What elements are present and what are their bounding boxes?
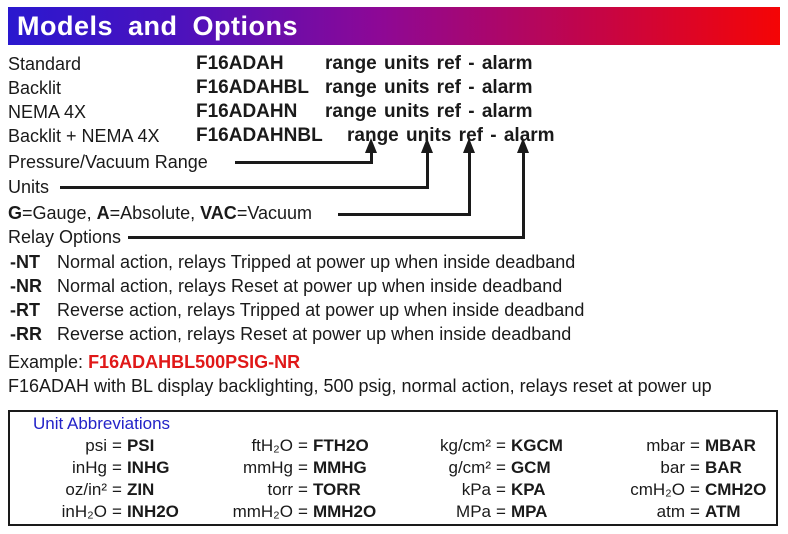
model-number: F16ADAHN: [196, 101, 298, 122]
up-arrow-icon: [365, 138, 377, 153]
unit-abbreviations-title: Unit Abbreviations: [33, 414, 171, 433]
unit-abbr: KPA: [510, 480, 546, 499]
relay-option-desc: Reverse action, relays Reset at power up when inside deadband: [57, 324, 572, 344]
unit-name: g/cm²: [448, 458, 491, 477]
unit-abbreviation-entry: [195, 458, 367, 478]
page-title: Models and Options: [17, 10, 299, 41]
model-suffix: range units ref - alarm: [325, 101, 533, 122]
section-header-bar: [8, 7, 780, 45]
unit-name: torr: [267, 480, 293, 499]
unit-abbreviation-entry: [605, 480, 766, 500]
unit-abbr: INHG: [126, 458, 170, 477]
relay-option-desc: Reverse action, relays Tripped at power up when inside deadband: [57, 300, 585, 320]
unit-abbreviation-entry: [605, 436, 756, 456]
units-callout-line: [60, 186, 429, 189]
model-number: F16ADAH: [196, 53, 284, 74]
equals-sign: =: [690, 480, 700, 499]
ref-callout-line: [468, 151, 471, 216]
unit-name: inHg: [72, 458, 107, 477]
unit-abbreviation-entry: [605, 458, 742, 478]
unit-abbreviation-entry: [195, 480, 361, 500]
unit-name: mmHg: [242, 458, 293, 477]
relay-callout-line: [128, 236, 525, 239]
unit-abbr: TORR: [312, 480, 361, 499]
unit-name: cmH₂O: [630, 480, 685, 499]
relay-callout-line: [522, 151, 525, 239]
relay-option-code: -NR: [10, 276, 42, 296]
ref-absolute-code: A: [96, 203, 110, 223]
model-suffix: range units ref - alarm: [347, 125, 555, 146]
unit-abbr: MMH2O: [312, 502, 377, 521]
model-row-label: Backlit: [8, 78, 62, 98]
unit-abbr: PSI: [126, 436, 155, 455]
ref-vacuum-text: =Vacuum: [236, 203, 313, 223]
unit-abbr: CMH2O: [704, 480, 767, 499]
unit-name: psi: [85, 436, 107, 455]
ref-callout-label: [8, 202, 312, 224]
units-callout-label: Units: [8, 177, 50, 197]
unit-abbr: MBAR: [704, 436, 756, 455]
unit-abbreviations-box: [8, 410, 778, 526]
equals-sign: =: [298, 436, 308, 455]
ref-absolute-text: =Absolute,: [109, 203, 201, 223]
unit-name: atm: [656, 502, 685, 521]
unit-abbr: INH2O: [126, 502, 179, 521]
unit-name: kg/cm²: [440, 436, 491, 455]
equals-sign: =: [298, 480, 308, 499]
unit-abbreviation-entry: [395, 458, 551, 478]
equals-sign: =: [112, 480, 122, 499]
ref-gauge-code: G: [8, 203, 23, 223]
unit-name: oz/in²: [65, 480, 107, 499]
model-suffix: range units ref - alarm: [325, 53, 533, 74]
example-line: [8, 351, 300, 373]
relay-option-desc: Normal action, relays Reset at power up when inside deadband: [57, 276, 563, 296]
unit-abbreviation-entry: [605, 502, 741, 522]
equals-sign: =: [496, 502, 506, 521]
equals-sign: =: [298, 458, 308, 477]
range-callout-line: [235, 161, 373, 164]
unit-name: mmH₂O: [232, 502, 293, 521]
equals-sign: =: [112, 502, 122, 521]
example-prefix: Example:: [8, 352, 84, 372]
unit-abbr: MMHG: [312, 458, 367, 477]
ref-vacuum-code: VAC: [200, 203, 237, 223]
unit-name: mbar: [646, 436, 685, 455]
unit-abbreviation-entry: [25, 480, 154, 500]
model-row-label: Backlit + NEMA 4X: [8, 126, 160, 146]
relay-option-code: -RR: [10, 324, 42, 344]
unit-abbreviation-entry: [25, 436, 154, 456]
equals-sign: =: [298, 502, 308, 521]
unit-abbr: ZIN: [126, 480, 155, 499]
relay-option-code: -RT: [10, 300, 40, 320]
unit-abbreviation-entry: [395, 436, 563, 456]
equals-sign: =: [496, 480, 506, 499]
up-arrow-icon: [517, 138, 529, 153]
equals-sign: =: [690, 458, 700, 477]
unit-abbreviation-entry: [25, 502, 179, 522]
unit-name: MPa: [456, 502, 491, 521]
unit-abbreviation-entry: [195, 436, 369, 456]
equals-sign: =: [496, 436, 506, 455]
unit-name: ftH₂O: [251, 436, 293, 455]
equals-sign: =: [112, 436, 122, 455]
unit-abbreviation-entry: [395, 480, 546, 500]
model-suffix: range units ref - alarm: [325, 77, 533, 98]
units-callout-line: [426, 151, 429, 189]
model-number: F16ADAHNBL: [196, 125, 323, 146]
ref-callout-line: [338, 213, 471, 216]
unit-name: kPa: [461, 480, 491, 499]
unit-abbreviation-entry: [195, 502, 376, 522]
unit-abbreviation-entry: [25, 458, 169, 478]
range-callout-label: Pressure/Vacuum Range: [8, 152, 208, 172]
unit-name: inH₂O: [61, 502, 107, 521]
unit-abbr: GCM: [510, 458, 551, 477]
up-arrow-icon: [421, 138, 433, 153]
relay-option-desc: Normal action, relays Tripped at power up when inside deadband: [57, 252, 576, 272]
unit-abbreviation-entry: [395, 502, 547, 522]
equals-sign: =: [112, 458, 122, 477]
model-row-label: Standard: [8, 54, 82, 74]
example-description: F16ADAH with BL display backlighting, 500 psig, normal action, relays reset at power up: [8, 376, 712, 396]
unit-abbr: BAR: [704, 458, 742, 477]
ref-gauge-text: =Gauge,: [22, 203, 97, 223]
example-model-number: F16ADAHBL500PSIG-NR: [88, 352, 301, 372]
relay-option-code: -NT: [10, 252, 40, 272]
relay-callout-label: Relay Options: [8, 227, 122, 247]
unit-name: bar: [660, 458, 685, 477]
model-number: F16ADAHBL: [196, 77, 309, 98]
unit-abbr: MPA: [510, 502, 548, 521]
unit-abbr: FTH2O: [312, 436, 369, 455]
equals-sign: =: [496, 458, 506, 477]
unit-abbr: KGCM: [510, 436, 563, 455]
equals-sign: =: [690, 502, 700, 521]
unit-abbr: ATM: [704, 502, 741, 521]
up-arrow-icon: [463, 138, 475, 153]
model-row-label: NEMA 4X: [8, 102, 87, 122]
equals-sign: =: [690, 436, 700, 455]
